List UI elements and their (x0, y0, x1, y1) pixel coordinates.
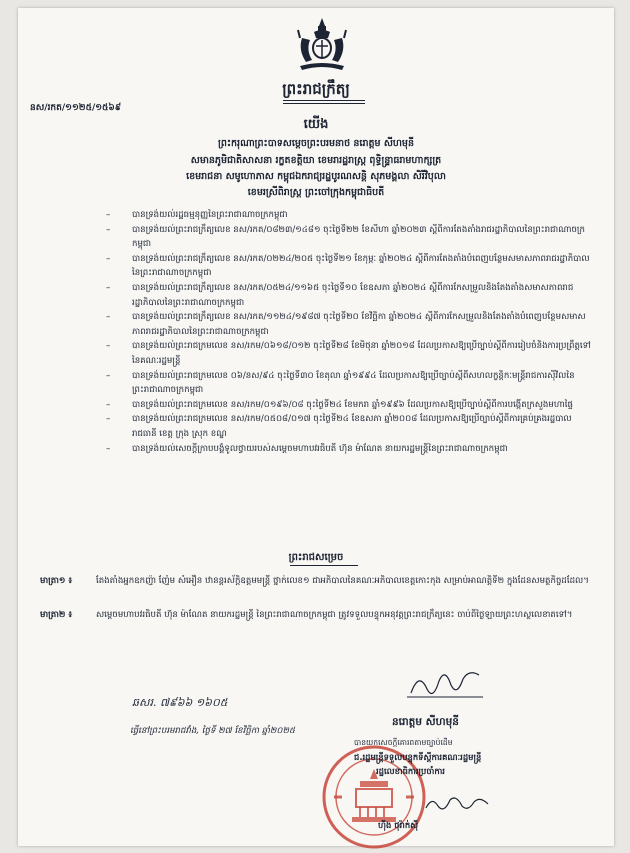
article-1-label: មាត្រា១ ៖ (40, 576, 73, 586)
certification-block (354, 736, 584, 778)
preamble-item: – បានទ្រង់យល់ព្រះរាជក្រឹត្យលេខ នស/រកត/១១២៤/១៩៨៧ ចុះថ្ងៃទី២០ ខែវិច្ឆិកា ឆ្នាំ២០២៤ ស្តីពីការកែសម្រួលនិងតែងតាំងបំពេញបន្ថែមសមាសភាពរាជរដ្ឋាភិបាលនៃព្រះរាជាណាចក្រកម្ពុជា (106, 312, 586, 337)
article-1 (40, 574, 600, 589)
header-line-2: សមានភូមិជាតិសាសនា រក្ខតខត្តិយា ខេមរារដ្ឋរាស្ត្រ ពុទ្ធិន្ទ្រាធរាមហាក្សត្រ (190, 155, 442, 166)
preamble-item: – បានទ្រង់យល់ព្រះរាជក្រឹត្យលេខ នស/រកត/០៥២៤/១១៦៥ ចុះថ្ងៃទី១០ ខែឧសភា ឆ្នាំ២០២៤ ស្តីពីការកែសម្រួលនិងតែងតាំងសមាសភាពរាជរដ្ឋាភិបាលនៃព្រះរាជាណាចក្រកម្ពុជា (106, 282, 574, 308)
preamble-list (106, 208, 596, 456)
deputy-signature-icon (422, 792, 492, 814)
decides-heading: ព្រះរាជសម្រេច (288, 552, 344, 563)
preamble-item: – បានទ្រង់យល់ព្រះរាជក្រឹត្យលេខ នស/រកត/០២២៤/២០៥ ចុះថ្ងៃទី២១ ខែកុម្ភៈ ឆ្នាំ២០២៤ ស្តីពីការតែងតាំងបំពេញបន្ថែមសមាសភាពរាជរដ្ឋាភិបាលនៃព្រះរាជាណាចក្រកម្ពុជា (106, 253, 590, 279)
signer-name: នរោត្តម សីហមុនី (392, 716, 459, 728)
deputy-name: ហ៊ីង ថុរ៉ាក់ស៊ី (378, 820, 419, 830)
certification-line-2: ជ.រដ្ឋមន្ត្រីទទួលបន្ទុកទីស្តីការគណៈរដ្ឋមន្ត្រី (354, 752, 482, 762)
preamble-item: – បានទ្រង់យល់រដ្ឋធម្មនុញ្ញនៃព្រះរាជាណាចក្រកម្ពុជា (106, 210, 288, 220)
royal-emblem-icon (292, 16, 352, 72)
header-see: យើង (303, 117, 329, 132)
article-2 (40, 608, 600, 623)
title-underline (283, 100, 365, 101)
header-line-3: ខេមរាជនា សមូហោភាស កម្ពុជឯករាជ្យរដ្ឋបូរណសន្តិ សុភមង្គលា សិរីវិបុលា (186, 171, 446, 182)
royal-signature-icon (405, 663, 485, 701)
preamble-item: – បានទ្រង់យល់សេចក្តីក្រាបបង្គំទូលថ្វាយរបស់សម្តេចមហាបវរធិបតី ហ៊ុន ម៉ាណែត នាយករដ្ឋមន្ត្រីនៃព្រះរាជាណាចក្រកម្ពុជា (106, 443, 508, 454)
preamble-item: – បានទ្រង់យល់ព្រះរាជក្រមលេខ នស/រកម/០៦១៨/០១២ ចុះថ្ងៃទី២៨ ខែមិថុនា ឆ្នាំ២០១៨ ដែលប្រកាសឱ្យប្រើច្បាប់ស្តីពីការរៀបចំនិងការប្រព្រឹត្តទៅនៃគណៈរដ្ឋមន្ត្រី (106, 341, 591, 366)
title-underline-2 (283, 103, 365, 104)
header-line-4: ខេមរស្រីពិរាស្ត្រ ព្រះចៅក្រុងកម្ពុជាធិបតី (247, 187, 385, 198)
decree-page (18, 8, 614, 846)
article-2-text: សម្តេចមហាបវរធិបតី ហ៊ុន ម៉ាណែត នាយករដ្ឋមន្ត្រី នៃព្រះរាជាណាចក្រកម្ពុជា ត្រូវទទួលបន្ទុកអនុវត្តព្រះរាជក្រឹត្យនេះ ចាប់ពីថ្ងៃឡាយព្រះហស្ថលេខាតទៅ។ (96, 610, 573, 620)
place-and-date: ធ្វើនៅព្រះបរមរាជវាំង, ថ្ងៃទី ២៧ ខែវិច្ឆិកា ឆ្នាំ២០២៥ (130, 726, 296, 736)
article-2-label: មាត្រា២ ៖ (40, 610, 73, 620)
preamble-item: – បានទ្រង់យល់ព្រះរាជក្រមលេខ ០៦/នស/៩៤ ចុះថ្ងៃទី៣០ ខែតុលា ឆ្នាំ១៩៩៤ ដែលប្រកាសឱ្យប្រើច្បាប់ស្តីពីសហលក្ខន្តិកៈមន្ត្រីរាជការស៊ីវិលនៃព្រះរាជាណាចក្រកម្ពុជា (106, 370, 575, 396)
decree-title: ព្រះរាជក្រឹត្យ (282, 80, 350, 98)
header-line-1: ព្រះករុណាព្រះបាទសម្តេចព្រះបរមនាថ នរោត្តម សីហមុនី (217, 138, 414, 149)
preamble-item: – បានទ្រង់យល់ព្រះរាជក្រមលេខ នស/រកម/០១៩៦/០៨ ចុះថ្ងៃទី២៤ ខែមករា ឆ្នាំ១៩៩៦ ដែលប្រកាសឱ្យប្រើច្បាប់ស្តីពីការបង្កើតក្រសួងមហាផ្ទៃ (106, 399, 573, 410)
certification-line-3: រដ្ឋលេខាធិការប្រចាំការ (376, 766, 445, 776)
lunar-date: ឆសរ. ៧៩៦៦ ១៦០៥ (132, 696, 228, 709)
decides-underline (290, 565, 358, 566)
certification-line-1: បានយកសេចក្តីគោរពតាមច្បាប់ដើម (354, 738, 453, 747)
decree-reference-number: នស/រកត/១១២៥/១៥៦៩ (30, 103, 122, 113)
preamble-item: – បានទ្រង់យល់ព្រះរាជក្រឹត្យលេខ នស/រកត/០៨២៣/១៤៨១ ចុះថ្ងៃទី២២ ខែសីហា ឆ្នាំ២០២៣ ស្តីពីការតែងតាំងរាជរដ្ឋាភិបាលនៃព្រះរាជាណាចក្រកម្ពុជា (106, 224, 585, 250)
article-1-text: តែងតាំងអ្នកឧកញ៉ា ញ៉ែម សំអឿន ឋានន្តរស័ក្តិឧត្តមមន្ត្រី ថ្នាក់លេខ១ ជាអភិបាលនៃគណៈអភិបាលខេត្តកោះកុង សម្រាប់អាណត្តិទី២ ក្នុងដែនសមត្ថកិច្ចដដែល។ (96, 576, 589, 586)
preamble-item: – បានទ្រង់យល់ព្រះរាជក្រមលេខ នស/រកម/០៥០៨/០១៧ ចុះថ្ងៃទី២៤ ខែឧសភា ឆ្នាំ២០០៨ ដែលប្រកាសឱ្យប្រើច្បាប់ស្តីពីការគ្រប់គ្រងរដ្ឋបាលរាជធានី ខេត្ត ក្រុង ស្រុក ខណ្ឌ (106, 414, 572, 439)
